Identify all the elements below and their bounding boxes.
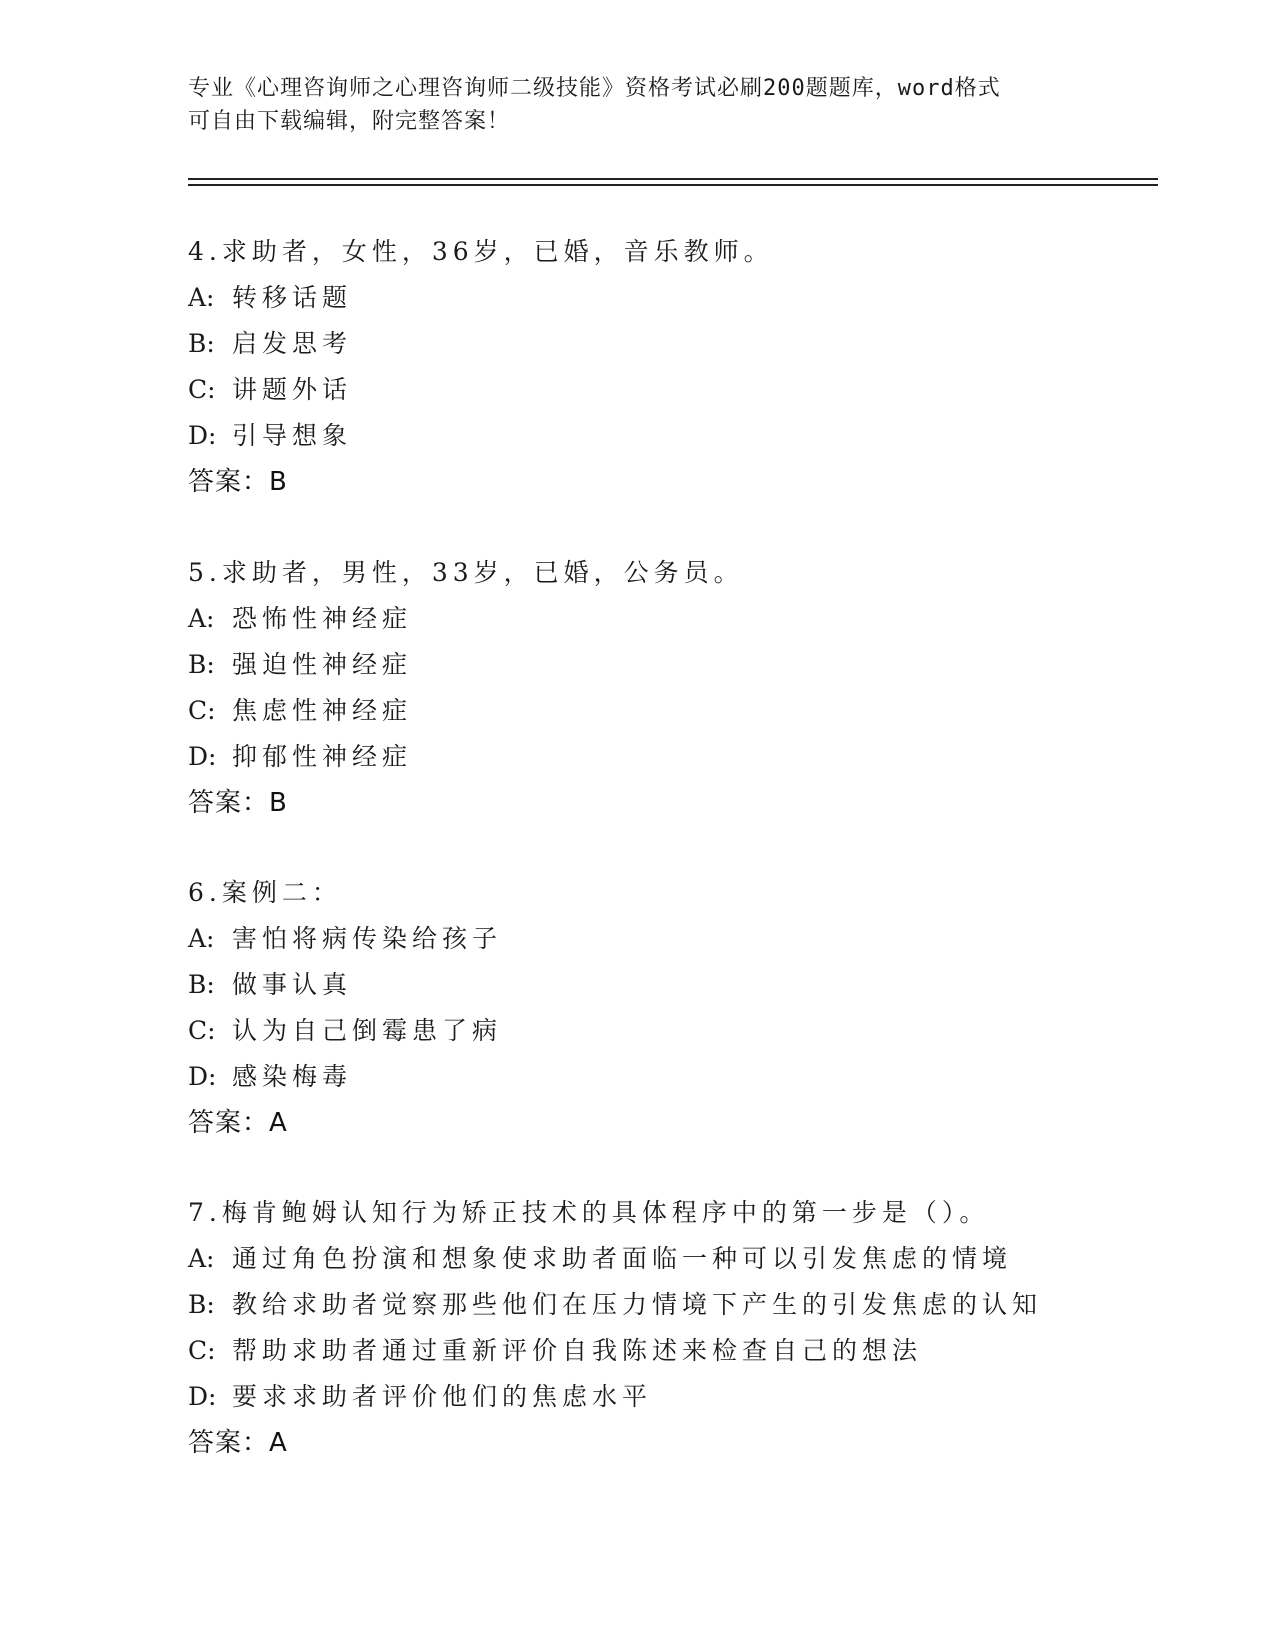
option-text: 通过角色扮演和想象使求助者面临一种可以引发焦虑的情境 <box>232 1244 1013 1273</box>
option-text: 做事认真 <box>232 970 353 999</box>
option-c <box>188 1328 1148 1374</box>
option-key: C: <box>188 1016 216 1045</box>
option-text: 恐怖性神经症 <box>232 604 413 633</box>
answer-line: 答案：A <box>188 1108 288 1138</box>
document-header <box>188 72 1088 138</box>
answer-line: 答案：B <box>188 788 288 818</box>
option-text: 教给求助者觉察那些他们在压力情境下产生的引发焦虑的认知 <box>232 1290 1043 1319</box>
option-text: 感染梅毒 <box>232 1062 353 1091</box>
question-block <box>188 229 1148 505</box>
option-text: 转移话题 <box>232 283 353 312</box>
option-text: 认为自己倒霉患了病 <box>232 1016 503 1045</box>
option-key: B: <box>188 650 215 679</box>
option-a <box>188 596 1148 642</box>
header-divider-bottom <box>188 184 1158 186</box>
option-text: 强迫性神经症 <box>232 650 413 679</box>
option-c <box>188 688 1148 734</box>
option-text: 抑郁性神经症 <box>232 742 413 771</box>
option-key: A: <box>188 604 215 633</box>
option-b <box>188 321 1148 367</box>
option-b <box>188 1282 1148 1328</box>
header-line-1: 专业《心理咨询师之心理咨询师二级技能》资格考试必刷200题题库，word格式 <box>188 76 1001 101</box>
option-a <box>188 916 1148 962</box>
option-d <box>188 734 1148 780</box>
option-key: D: <box>188 1062 217 1091</box>
option-b <box>188 642 1148 688</box>
option-key: C: <box>188 375 216 404</box>
header-line-2: 可自由下载编辑，附完整答案！ <box>188 109 511 134</box>
option-key: D: <box>188 742 217 771</box>
question-stem: 6.案例二： <box>188 878 342 907</box>
option-text: 害怕将病传染给孩子 <box>232 924 503 953</box>
option-c <box>188 1008 1148 1054</box>
option-a <box>188 1236 1148 1282</box>
option-d <box>188 413 1148 459</box>
question-stem: 5.求助者，男性，33岁，已婚，公务员。 <box>188 558 744 587</box>
answer-line: 答案：A <box>188 1428 288 1458</box>
option-key: B: <box>188 1290 215 1319</box>
option-c <box>188 367 1148 413</box>
question-stem: 7.梅肯鲍姆认知行为矫正技术的具体程序中的第一步是（）。 <box>188 1198 990 1227</box>
option-text: 焦虑性神经症 <box>232 696 413 725</box>
answer-line: 答案：B <box>188 467 288 497</box>
option-key: A: <box>188 924 215 953</box>
option-key: D: <box>188 421 217 450</box>
option-text: 启发思考 <box>232 329 353 358</box>
option-text: 引导想象 <box>232 421 353 450</box>
question-stem: 4.求助者，女性，36岁，已婚，音乐教师。 <box>188 237 774 266</box>
option-key: C: <box>188 696 216 725</box>
question-block <box>188 550 1148 826</box>
option-text: 要求求助者评价他们的焦虑水平 <box>232 1382 653 1411</box>
option-key: D: <box>188 1382 217 1411</box>
option-key: B: <box>188 970 215 999</box>
option-key: A: <box>188 1244 215 1273</box>
option-d <box>188 1374 1148 1420</box>
question-block <box>188 1190 1148 1466</box>
option-a <box>188 275 1148 321</box>
header-divider-top <box>188 178 1158 180</box>
option-d <box>188 1054 1148 1100</box>
option-key: B: <box>188 329 215 358</box>
option-key: A: <box>188 283 215 312</box>
question-block <box>188 870 1148 1146</box>
option-key: C: <box>188 1336 216 1365</box>
option-text: 讲题外话 <box>232 375 353 404</box>
option-b <box>188 962 1148 1008</box>
option-text: 帮助求助者通过重新评价自我陈述来检查自己的想法 <box>232 1336 923 1365</box>
